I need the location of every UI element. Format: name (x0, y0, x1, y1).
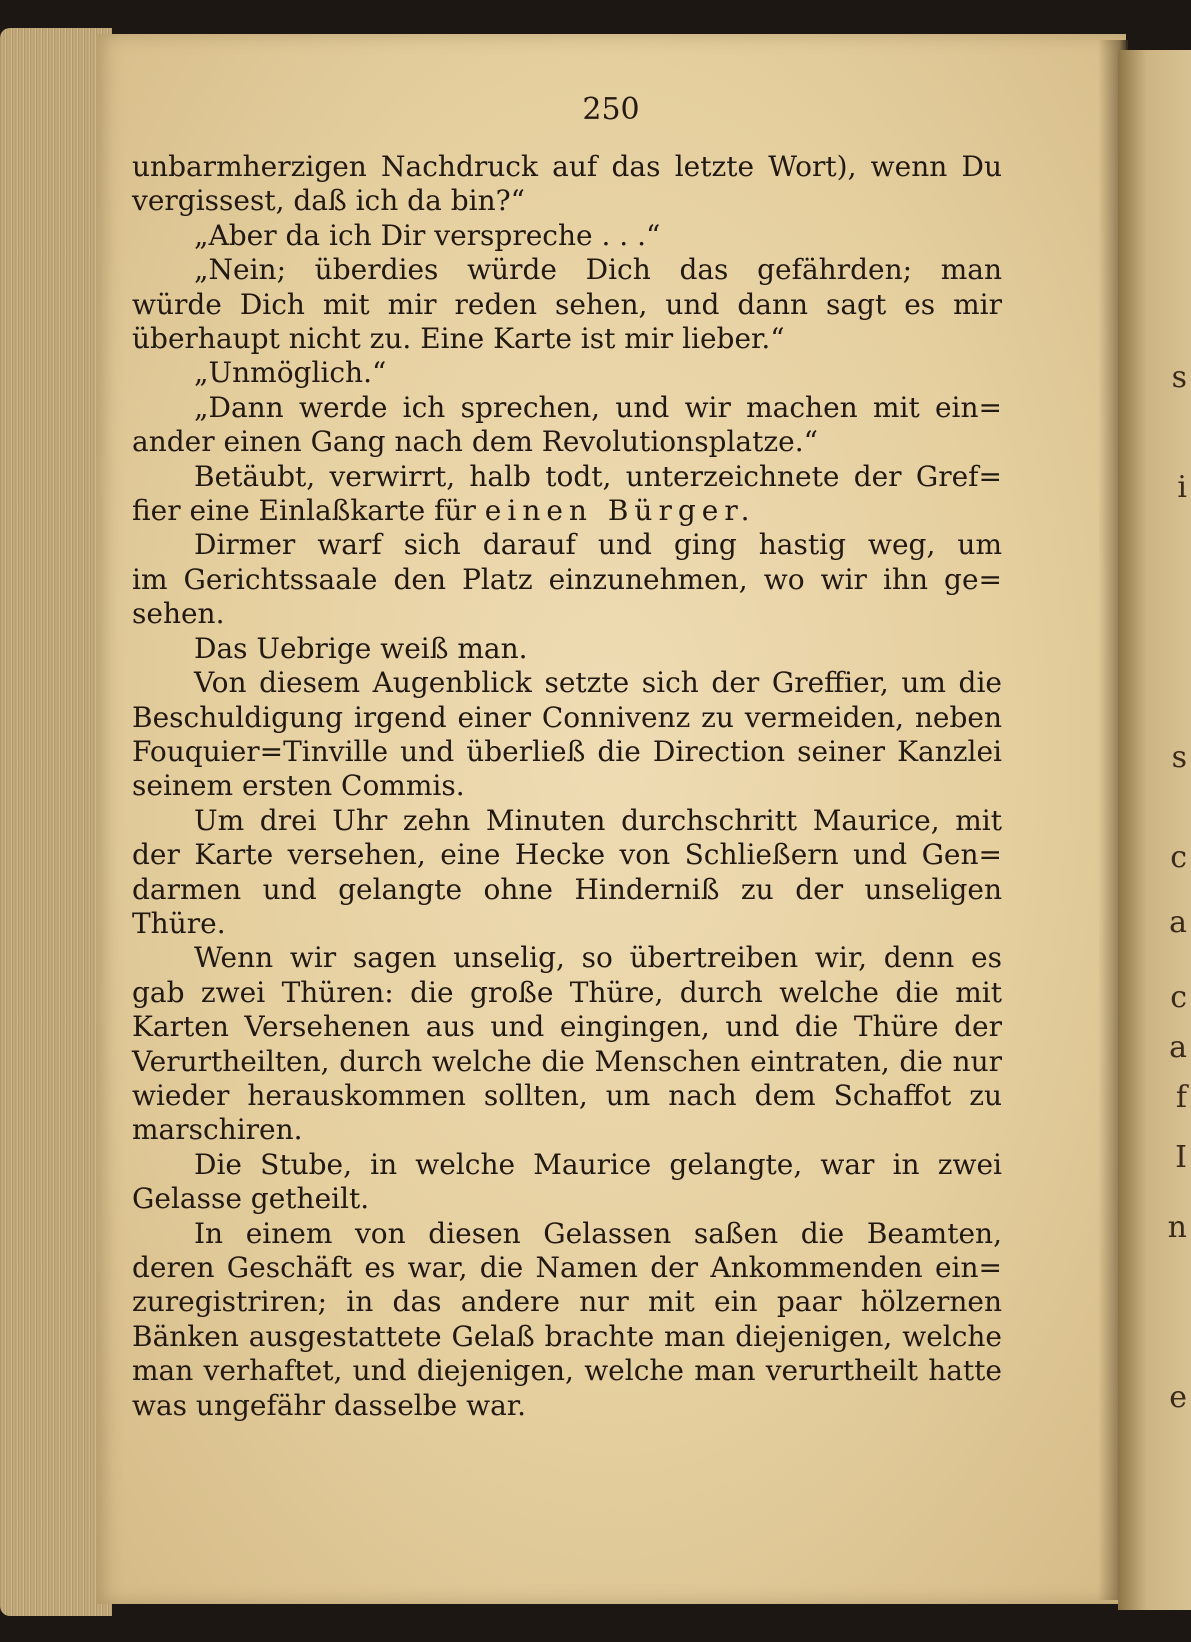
next-page-fragment: a (1169, 905, 1187, 940)
text-line-content: unbarmherzigen Nachdruck auf das letzte Wort), wenn Du (132, 150, 1002, 183)
text-line-content: wieder herauskommen sollten, um nach dem Schaffot zu (132, 1078, 1002, 1112)
text-line (132, 253, 1002, 287)
next-page-fragment: s (1171, 360, 1187, 395)
text-line-content: ander einen Gang nach dem Revolutionsplatze.“ (132, 425, 818, 459)
next-page-fragment: e (1169, 1380, 1187, 1415)
text-line (132, 1079, 1002, 1113)
next-page-fragment: I (1175, 1140, 1187, 1175)
text-line (132, 528, 1002, 562)
text-line (132, 873, 1002, 907)
text-line (132, 769, 1002, 803)
text-line-content: marschiren. (132, 1113, 303, 1147)
text-line (132, 1113, 1002, 1147)
text-line-content: vergissest, daß ich da bin?“ (132, 184, 525, 218)
text-line-content: Bänken ausgestattete Gelaß brachte man diejenigen, welche (132, 1319, 1002, 1353)
text-line-content: man verhaftet, und diejenigen, welche man verurtheilt hatte (132, 1354, 1002, 1388)
text-line (132, 1045, 1002, 1079)
next-page-fragment: f (1175, 1080, 1187, 1115)
text-line (132, 838, 1002, 872)
text-line-content: was ungefähr dasselbe war. (132, 1388, 527, 1422)
next-page-fragment: n (1167, 1210, 1187, 1245)
text-line (132, 1354, 1002, 1388)
text-line (132, 356, 1002, 390)
text-line-content: würde Dich mit mir reden sehen, und dann sagt es mir (132, 287, 1002, 321)
text-line-content: seinem ersten Commis. (132, 769, 465, 803)
text-line (132, 735, 1002, 769)
text-line (132, 941, 1002, 975)
text-line-content: Das Uebrige weiß man. (194, 631, 528, 665)
page-number: 250 (582, 92, 640, 127)
text-line (132, 150, 1002, 184)
next-page-fragment: a (1169, 1030, 1187, 1065)
text-line-content: Verurtheilten, durch welche die Menschen eintraten, die nur (132, 1044, 1002, 1078)
text-line-content: „Nein; überdies würde Dich das gefährden; man (194, 253, 1002, 287)
text-line (132, 1217, 1002, 1251)
text-line-content: zuregistriren; in das andere nur mit ein paar hölzernen (132, 1285, 1002, 1319)
text-line (132, 1389, 1002, 1423)
text-line-content: Gelasse getheilt. (132, 1182, 370, 1216)
text-line-content: Betäubt, verwirrt, halb todt, unterzeichnete der Gref= (194, 459, 1002, 493)
text-line (132, 1148, 1002, 1182)
text-line-content: Von diesem Augenblick setzte sich der Greffier, um die (194, 666, 1002, 700)
text-line (132, 1010, 1002, 1044)
text-line-content: fier eine Einlaßkarte für (132, 494, 476, 528)
text-line-content: darmen und gelangte ohne Hinderniß zu der unseligen (132, 872, 1002, 906)
text-line (132, 1320, 1002, 1354)
text-line-content: im Gerichtssaale den Platz einzunehmen, wo wir ihn ge= (132, 562, 1002, 596)
text-line (132, 288, 1002, 322)
text-line-content: „Dann werde ich sprechen, und wir machen mit ein= (194, 390, 1002, 424)
text-line-content: Dirmer warf sich darauf und ging hastig weg, um (194, 528, 1002, 562)
text-line (132, 804, 1002, 838)
text-line (132, 322, 1002, 356)
text-line-content: „Aber da ich Dir verspreche . . .“ (194, 218, 661, 252)
text-line (132, 1182, 1002, 1216)
next-page-fragment: s (1171, 740, 1187, 775)
next-page-fragment: c (1170, 840, 1187, 875)
text-line-content: deren Geschäft es war, die Namen der Ankommenden ein= (132, 1251, 1002, 1284)
text-line (132, 597, 1002, 631)
text-line-content: Thüre. (132, 906, 226, 940)
text-line-content: Fouquier=Tinville und überließ die Direction seiner Kanzlei (132, 734, 1002, 768)
text-line-content: der Karte versehen, eine Hecke von Schließern und Gen= (132, 838, 1002, 872)
text-line-content: gab zwei Thüren: die große Thüre, durch welche die mit (132, 975, 1002, 1009)
text-line (132, 1285, 1002, 1319)
text-line (132, 219, 1002, 253)
text-line (132, 632, 1002, 666)
text-line-content: Beschuldigung irgend einer Connivenz zu vermeiden, neben (132, 700, 1002, 734)
text-line (132, 425, 1002, 459)
text-line (132, 1251, 1002, 1285)
text-line (132, 701, 1002, 735)
text-line (132, 563, 1002, 597)
text-line-content: sehen. (132, 597, 225, 631)
text-line (132, 907, 1002, 941)
text-line (132, 666, 1002, 700)
text-line-content: Um drei Uhr zehn Minuten durchschritt Maurice, mit (194, 803, 1002, 837)
page-text (132, 150, 1002, 1423)
text-line-content: Die Stube, in welche Maurice gelangte, war in zwei (194, 1147, 1002, 1181)
next-page-edge (1118, 50, 1191, 1610)
text-line (132, 460, 1002, 494)
text-line (132, 494, 1002, 528)
text-line-content: überhaupt nicht zu. Eine Karte ist mir lieber.“ (132, 322, 785, 356)
next-page-fragment: i (1177, 470, 1187, 505)
text-line (132, 391, 1002, 425)
text-line-content: „Unmöglich.“ (194, 356, 387, 390)
next-page-fragment: c (1170, 980, 1187, 1015)
text-line-content: In einem von diesen Gelassen saßen die Beamten, (194, 1216, 1002, 1250)
text-line (132, 184, 1002, 218)
text-line-content: Wenn wir sagen unselig, so übertreiben wir, denn es (194, 941, 1002, 975)
text-line (132, 976, 1002, 1010)
text-line-content: Karten Versehenen aus und eingingen, und die Thüre der (132, 1010, 1002, 1044)
emphasized-text: einen Bürger. (484, 494, 756, 528)
